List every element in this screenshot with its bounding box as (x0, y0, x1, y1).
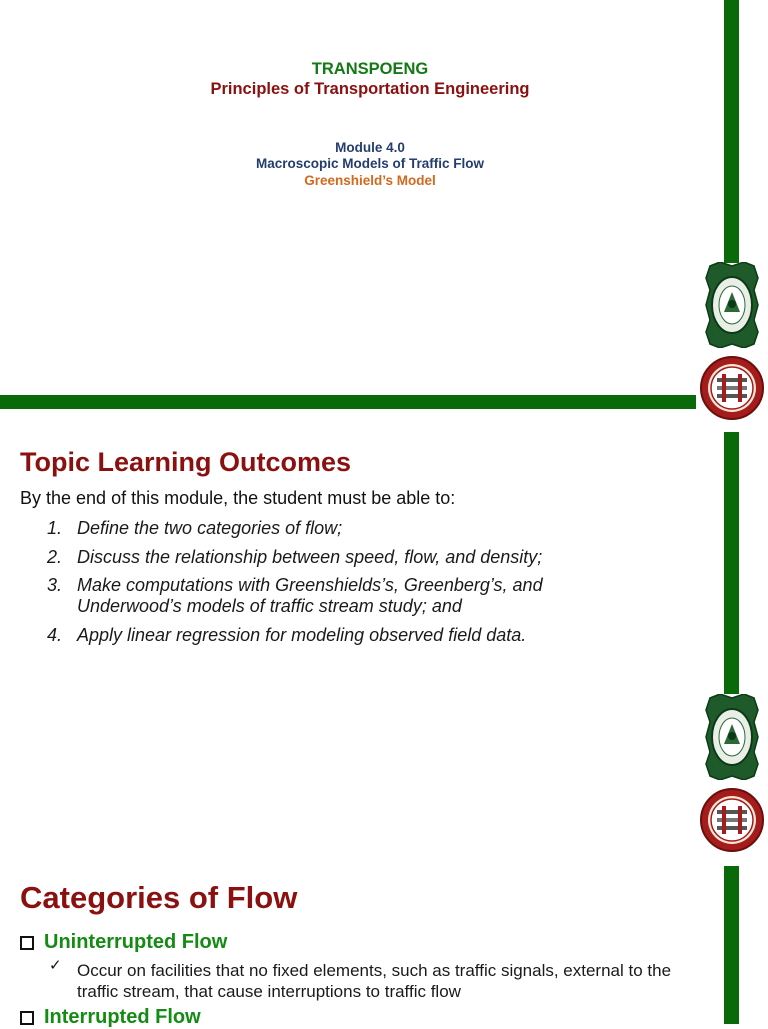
flow-category-interrupted (20, 1006, 201, 1029)
outcome-text: Discuss the relationship between speed, flow, and density; (77, 546, 543, 567)
outcome-number: 3. (47, 575, 63, 595)
module-number: Module 4.0 (335, 140, 405, 155)
checkbox-bullet-icon (20, 936, 34, 950)
outcome-item (47, 575, 647, 617)
outcome-text: Make computations with Greenshields’s, Greenberg’s, and Underwood’s models of traffic stream study; and (77, 575, 543, 616)
categories-of-flow-heading: Categories of Flow (20, 880, 298, 915)
outcome-number: 2. (47, 546, 63, 567)
outcome-text: Apply linear regression for modeling observed field data. (77, 624, 527, 645)
university-seal-logo (700, 694, 764, 780)
frame-vertical-bar-top (724, 0, 739, 263)
frame-horizontal-bar (0, 395, 696, 409)
flow-category-uninterrupted (20, 931, 227, 954)
module-subtitle: Greenshield’s Model (304, 173, 436, 188)
checkmark-icon: ✓ (49, 957, 62, 974)
outcomes-list (47, 518, 647, 653)
flow-category-label: Interrupted Flow (44, 1006, 201, 1028)
course-code: TRANSPOENG (311, 60, 429, 78)
outcome-item (47, 625, 647, 646)
university-seal-logo (700, 262, 764, 348)
outcome-item (47, 518, 647, 539)
flow-category-label: Uninterrupted Flow (44, 931, 228, 953)
outcome-item (47, 547, 647, 568)
college-seal-logo (700, 782, 764, 858)
college-seal-logo (700, 350, 764, 426)
frame-vertical-bar-middle (724, 432, 739, 694)
module-title: Macroscopic Models of Traffic Flow (255, 156, 485, 171)
frame-vertical-bar-bottom (724, 866, 739, 1024)
course-title: Principles of Transportation Engineering (210, 80, 530, 98)
flow-category-description: Occur on facilities that no fixed elements, such as traffic signals, external to the traffic stream, that cause interruptions to traffic flow (77, 961, 672, 1001)
outcome-number: 4. (47, 624, 63, 645)
topic-learning-outcomes-heading: Topic Learning Outcomes (20, 447, 352, 477)
outcomes-intro: By the end of this module, the student must be able to: (20, 488, 456, 508)
outcome-text: Define the two categories of flow; (77, 518, 343, 538)
outcome-number: 1. (47, 518, 63, 538)
checkbox-bullet-icon (20, 1011, 34, 1025)
